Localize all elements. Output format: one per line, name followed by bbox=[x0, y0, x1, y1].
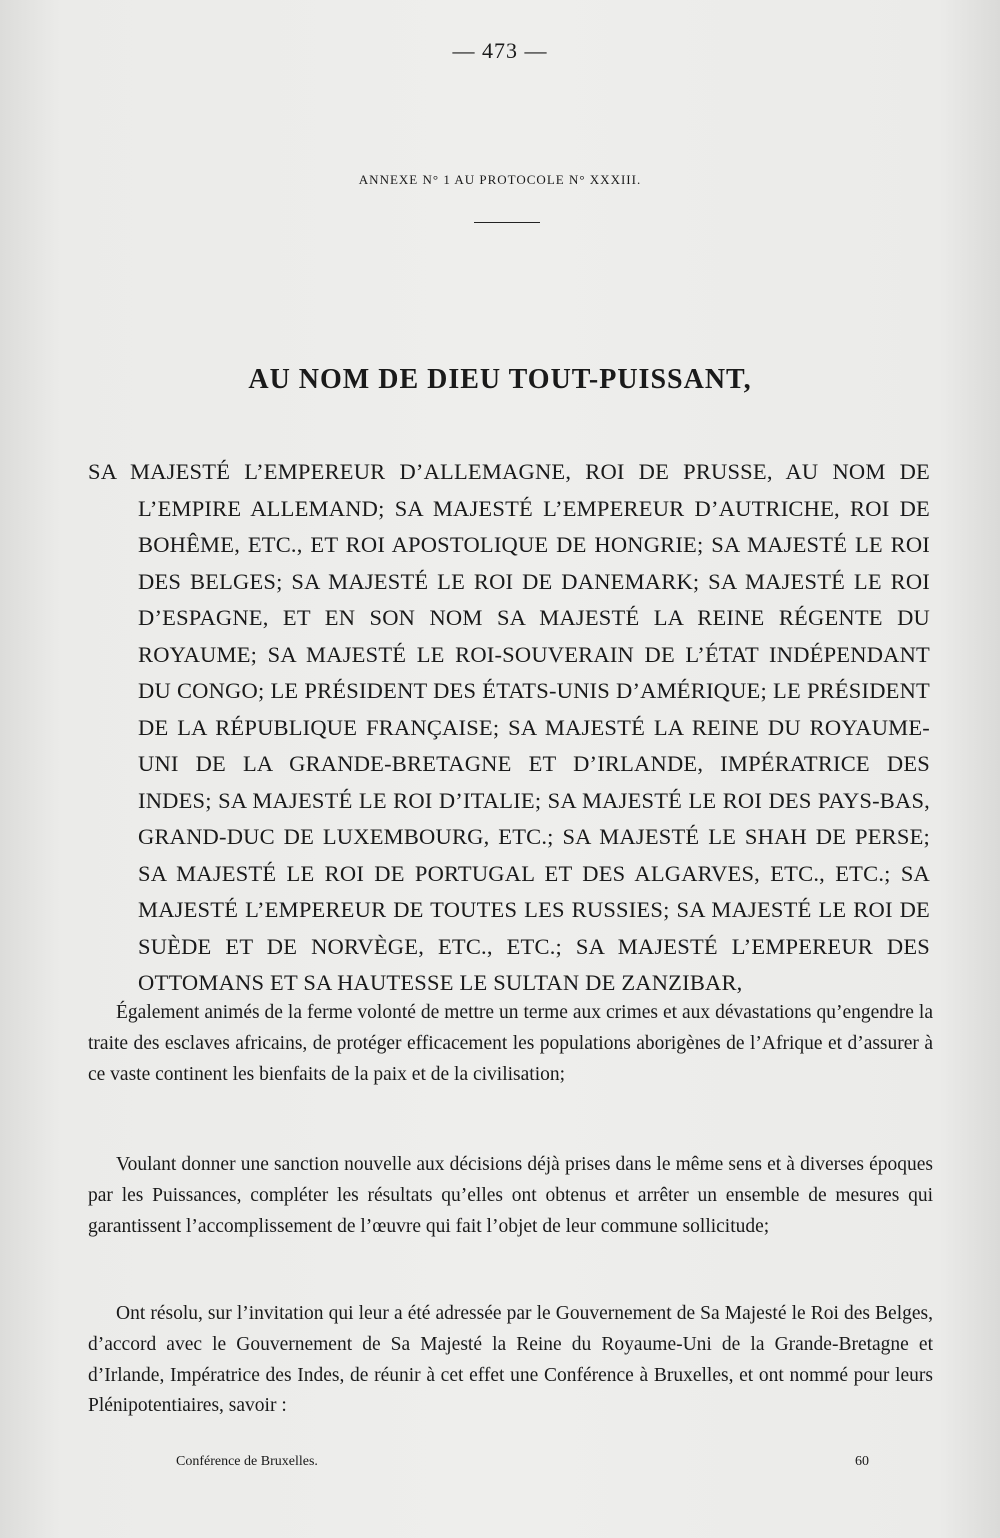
paragraph-preamble-3: Ont résolu, sur l’invitation qui leur a été adressée par le Gouvernement de Sa Majesté le Roi des Belges, d’accord avec le Gouvernement de Sa Majesté la Reine du Royaume-Uni de la Grande-Bretagne et d’Irlande, Impératrice des Indes, de réunir à cet effet une Conférence à Bruxelles, et ont nommé pour leurs Plénipotentiaires, savoir : bbox=[88, 1303, 933, 1417]
invocation-heading: AU NOM DE DIEU TOUT-PUISSANT, bbox=[248, 364, 752, 395]
page-number: — 473 — bbox=[452, 38, 548, 63]
paragraph-preamble-2: Voulant donner une sanction nouvelle aux décisions déjà prises dans le même sens et à diverses époques par les Puissances, compléter les résultats qu’elles ont obtenus et arrêter un ensemble de mesures qui garantissent l’accomplissement de l’œuvre qui fait l’objet de leur commune sollicitude; bbox=[88, 1154, 933, 1237]
annex-title: ANNEXE N° 1 AU PROTOCOLE N° XXXIII. bbox=[358, 172, 642, 187]
footer-sheet-number: 60 bbox=[855, 1454, 869, 1469]
footer-title: Conférence de Bruxelles. bbox=[176, 1454, 318, 1469]
sovereigns-list: SA MAJESTÉ L’EMPEREUR D’ALLEMAGNE, ROI DE PRUSSE, AU NOM DE L’EMPIRE ALLEMAND; SA MAJESTÉ L’EMPEREUR D’AUTRICHE, ROI DE BOHÊME, ETC., ET ROI APOSTOLIQUE DE HONGRIE; SA MAJESTÉ LE ROI DES BELGES; SA MAJESTÉ LE ROI DE DANEMARK; SA MAJESTÉ LE ROI D’ESPAGNE, ET EN SON NOM SA MAJESTÉ LA REINE RÉGENTE DU ROYAUME; SA MAJESTÉ LE ROI-SOUVERAIN DE L’ÉTAT INDÉPENDANT DU CONGO; LE PRÉSIDENT DES ÉTATS-UNIS D’AMÉRIQUE; LE PRÉSIDENT DE LA RÉPUBLIQUE FRANÇAISE; SA MAJESTÉ LA REINE DU ROYAUME-UNI DE LA GRANDE-BRETAGNE ET D’IRLANDE, IMPÉRATRICE DES INDES; SA MAJESTÉ LE ROI D’ITALIE; SA MAJESTÉ LE ROI DES PAYS-BAS, GRAND-DUC DE LUXEMBOURG, ETC.; SA MAJESTÉ LE SHAH DE PERSE; SA MAJESTÉ LE ROI DE PORTUGAL ET DES ALGARVES, ETC., ETC.; SA MAJESTÉ L’EMPEREUR DE TOUTES LES RUSSIES; SA MAJESTÉ LE ROI DE SUÈDE ET DE NORVÈGE, ETC., ETC.; SA MAJESTÉ L’EMPEREUR DES OTTOMANS ET SA HAUTESSE LE SULTAN DE ZANZIBAR, bbox=[88, 459, 930, 995]
paragraph-preamble-1: Également animés de la ferme volonté de mettre un terme aux crimes et aux dévastations qu’engendre la traite des esclaves africains, de protéger efficacement les populations aborigènes de l’Afrique et d’assurer à ce vaste continent les bienfaits de la paix et de la civilisation; bbox=[88, 1002, 933, 1085]
separator-rule bbox=[474, 222, 540, 223]
